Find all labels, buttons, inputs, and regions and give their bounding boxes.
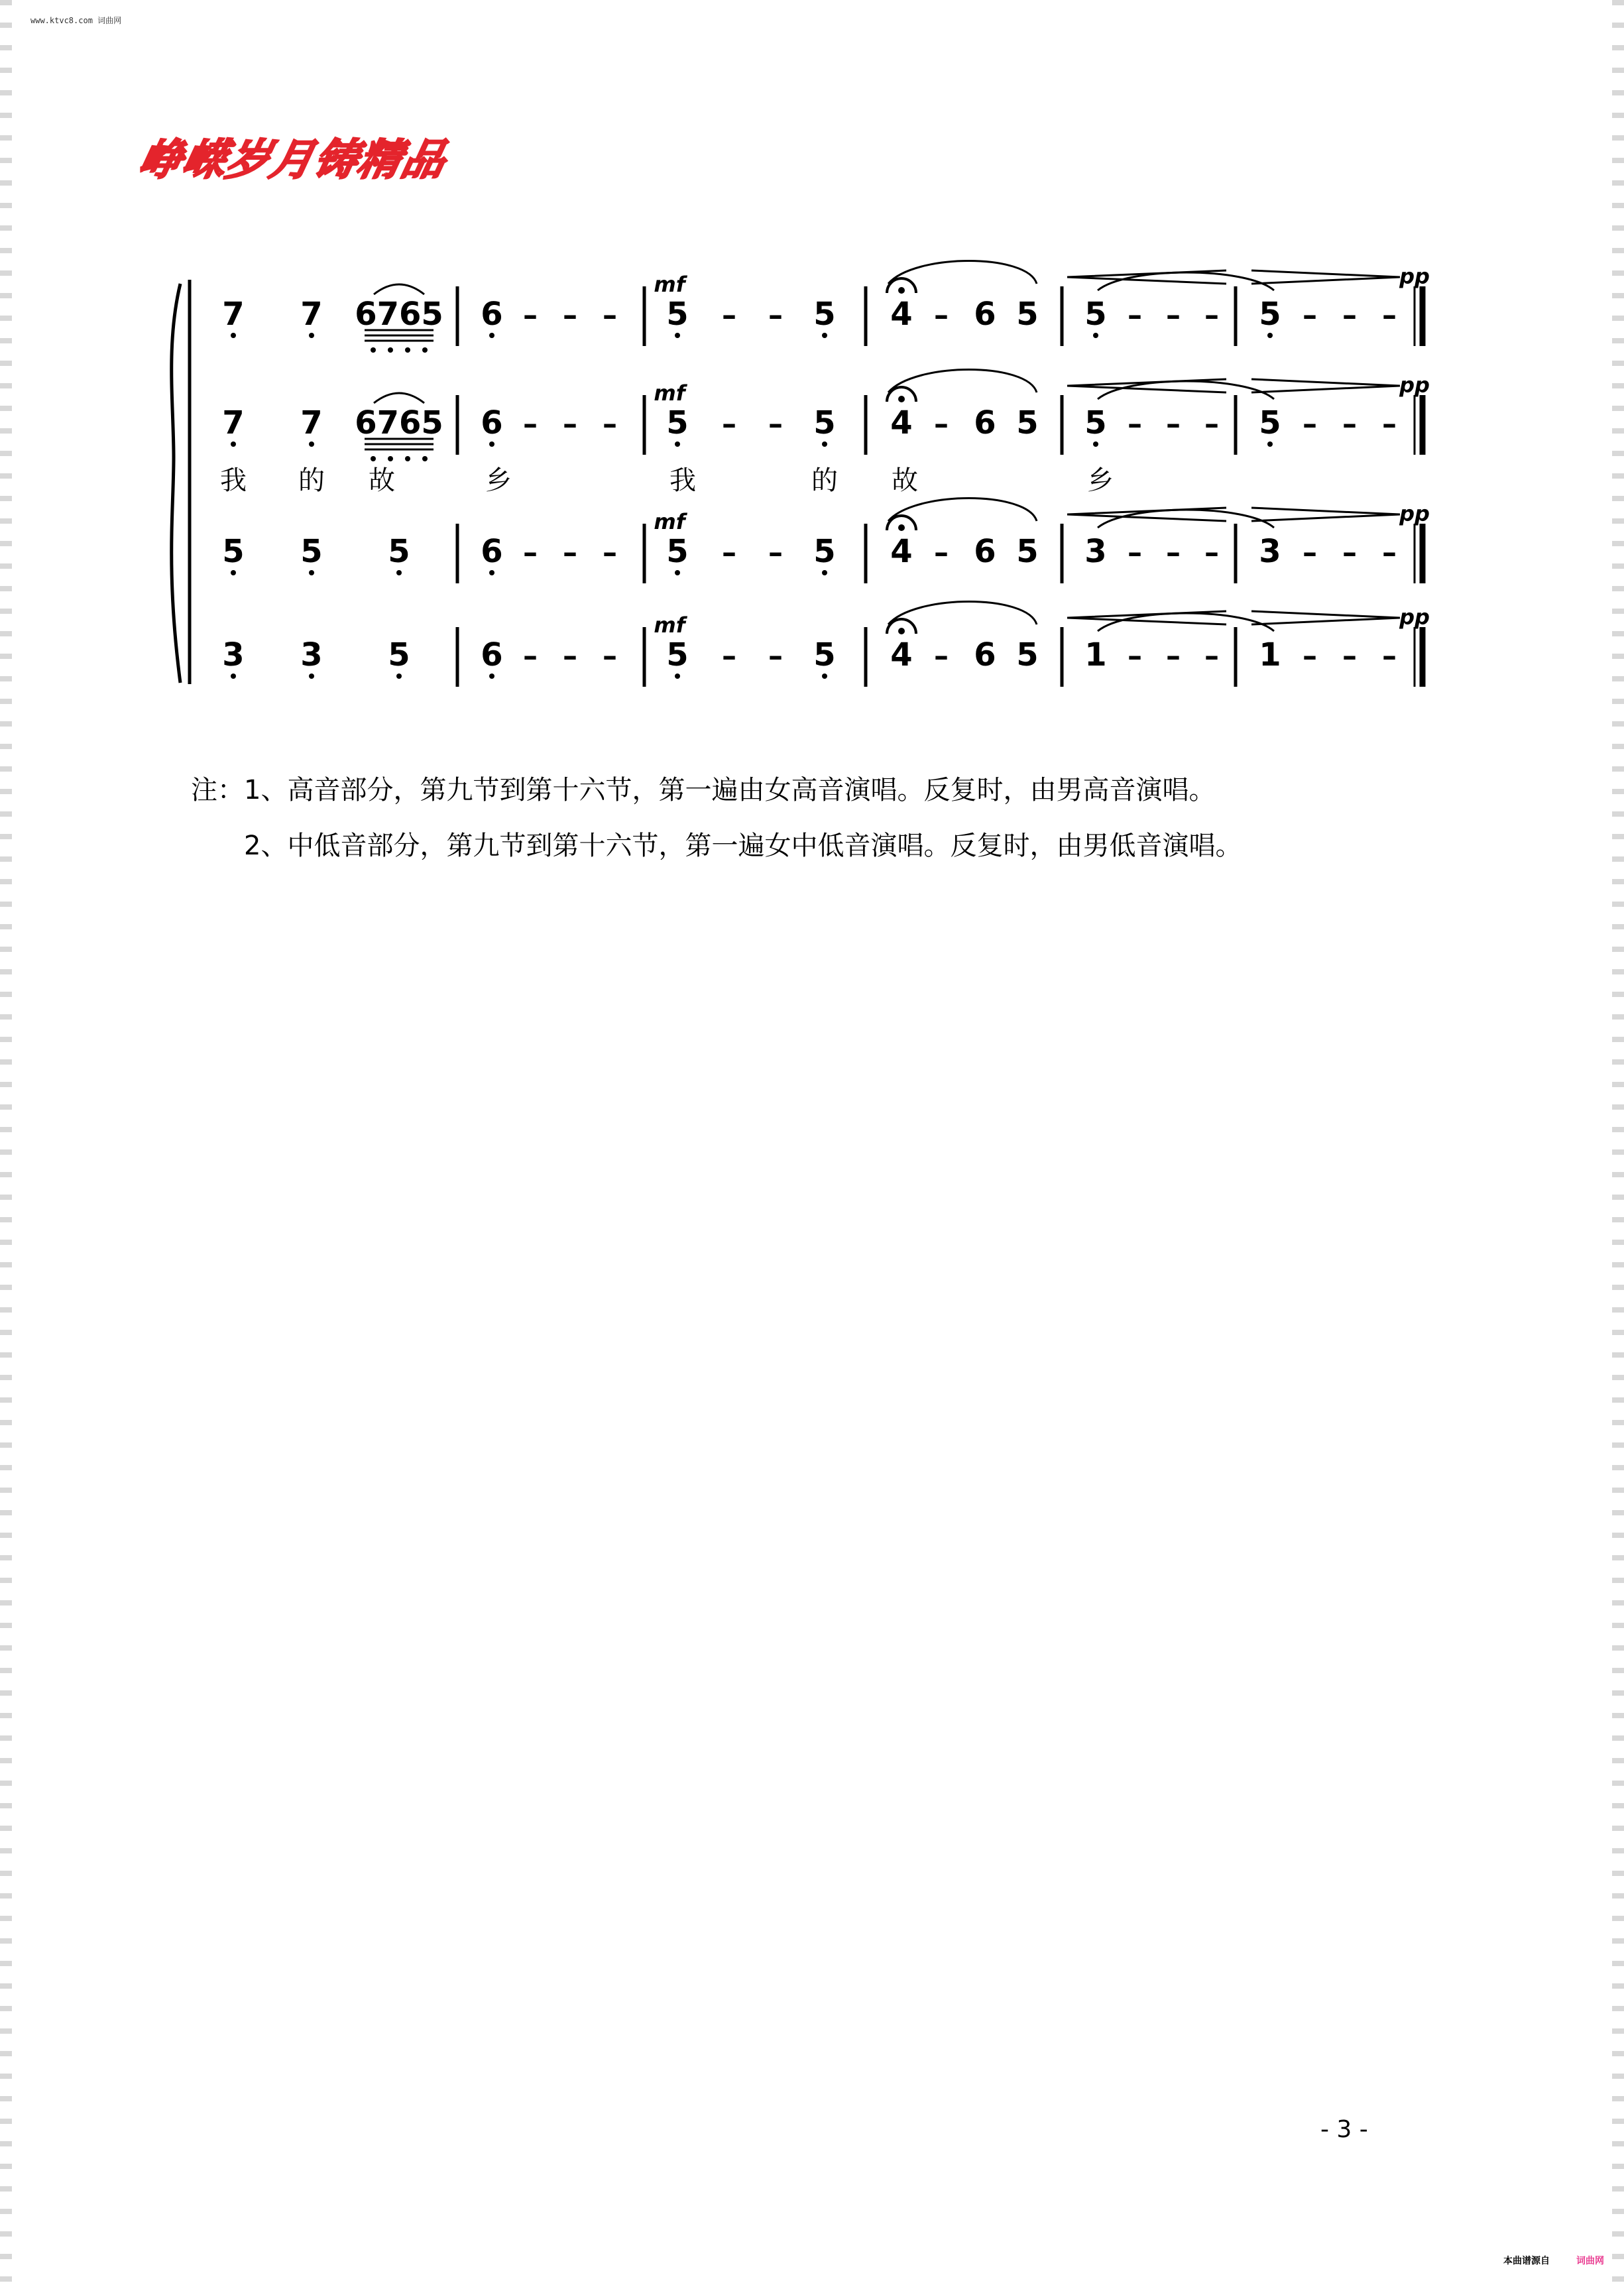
lyric-syllable: 我 bbox=[220, 465, 247, 496]
note-digit: 5 bbox=[813, 636, 836, 673]
dash-note: – bbox=[563, 298, 577, 332]
note-digit: 3 bbox=[1259, 533, 1281, 570]
octave-dot bbox=[822, 333, 827, 338]
dash-note: – bbox=[934, 536, 949, 569]
octave-dot bbox=[1093, 441, 1098, 447]
note-digit: 6 bbox=[974, 533, 996, 570]
note-digit: 5 bbox=[388, 636, 410, 673]
note-digit: 6 bbox=[481, 533, 503, 570]
octave-dot bbox=[388, 347, 393, 353]
dash-note: – bbox=[603, 298, 617, 332]
dash-note: – bbox=[523, 639, 538, 673]
octave-dot bbox=[231, 673, 236, 679]
dash-note: – bbox=[523, 298, 538, 332]
octave-dot bbox=[489, 441, 494, 447]
dash-note: – bbox=[1128, 639, 1142, 673]
note-digit: 7 bbox=[222, 404, 245, 441]
note-digit: 7 bbox=[300, 296, 323, 333]
footer-source-text: 本曲谱源自 bbox=[1503, 2256, 1550, 2266]
page-number: - 3 - bbox=[1320, 2116, 1368, 2143]
octave-dot bbox=[1267, 441, 1273, 447]
dash-note: – bbox=[1342, 407, 1357, 441]
note-digit: 6 bbox=[481, 636, 503, 673]
note-digit: 6765 bbox=[355, 296, 443, 333]
octave-dot bbox=[309, 441, 314, 447]
octave-dot bbox=[422, 347, 428, 353]
dash-note: – bbox=[1303, 536, 1317, 569]
lyric-syllable: 的 bbox=[811, 465, 838, 496]
note-digit: 4 bbox=[890, 404, 913, 441]
octave-dot bbox=[822, 673, 827, 679]
octave-dot bbox=[309, 673, 314, 679]
octave-dot bbox=[489, 570, 494, 575]
octave-dot bbox=[422, 456, 428, 461]
dash-note: – bbox=[523, 407, 538, 441]
lyrics-line bbox=[220, 465, 1114, 496]
note-digit: 5 bbox=[1016, 533, 1039, 570]
octave-dot bbox=[309, 333, 314, 338]
note-digit: 7 bbox=[222, 296, 245, 333]
note-digit: 5 bbox=[388, 533, 410, 570]
note-digit: 5 bbox=[222, 533, 245, 570]
dynamic-mark: mf bbox=[654, 509, 685, 534]
octave-dot bbox=[489, 673, 494, 679]
octave-dot bbox=[388, 456, 393, 461]
note-digit: 5 bbox=[666, 636, 689, 673]
note-digit: 5 bbox=[1084, 404, 1107, 441]
dash-note: – bbox=[1303, 407, 1317, 441]
note-digit: 3 bbox=[300, 636, 323, 673]
fermata-dot bbox=[898, 287, 905, 294]
crescendo-hairpin bbox=[1067, 508, 1226, 521]
fermata-dot bbox=[898, 396, 905, 402]
octave-dot bbox=[405, 456, 410, 461]
octave-dot bbox=[371, 347, 376, 353]
octave-dot bbox=[396, 673, 402, 679]
dynamic-mark-end: pp bbox=[1399, 501, 1430, 526]
note-digit: 5 bbox=[666, 296, 689, 333]
note-digit: 6 bbox=[481, 404, 503, 441]
dash-note: – bbox=[1204, 536, 1219, 569]
dash-note: – bbox=[768, 298, 783, 332]
note-digit: 6765 bbox=[355, 404, 443, 441]
decrescendo-hairpin bbox=[1251, 270, 1400, 284]
dash-note: – bbox=[934, 407, 949, 441]
dash-note: – bbox=[722, 639, 736, 673]
slur bbox=[374, 393, 424, 403]
note-digit: 4 bbox=[890, 296, 913, 333]
dash-note: – bbox=[1204, 407, 1219, 441]
note-digit: 1 bbox=[1084, 636, 1107, 673]
note-digit: 6 bbox=[974, 404, 996, 441]
note-digit: 5 bbox=[1259, 296, 1281, 333]
note-digit: 5 bbox=[666, 533, 689, 570]
dash-note: – bbox=[1128, 298, 1142, 332]
octave-dot bbox=[309, 570, 314, 575]
slur bbox=[374, 284, 424, 294]
octave-dot bbox=[231, 333, 236, 338]
dash-note: – bbox=[934, 298, 949, 332]
note-digit: 3 bbox=[1084, 533, 1107, 570]
dash-note: – bbox=[603, 639, 617, 673]
octave-dot bbox=[822, 441, 827, 447]
lyric-syllable: 乡 bbox=[1087, 465, 1114, 496]
dash-note: – bbox=[768, 407, 783, 441]
dash-note: – bbox=[1204, 298, 1219, 332]
system-brace bbox=[172, 284, 180, 683]
note-digit: 5 bbox=[300, 533, 323, 570]
dynamic-mark: mf bbox=[654, 272, 685, 297]
dash-note: – bbox=[563, 536, 577, 569]
dash-note: – bbox=[563, 407, 577, 441]
performance-note-2: 2、中低音部分，第九节到第十六节，第一遍女中低音演唱。反复时，由男低音演唱。 bbox=[244, 831, 1242, 861]
note-digit: 7 bbox=[300, 404, 323, 441]
octave-dot bbox=[822, 570, 827, 575]
note-digit: 5 bbox=[1084, 296, 1107, 333]
crescendo-hairpin bbox=[1067, 270, 1226, 284]
decrescendo-hairpin bbox=[1251, 611, 1400, 624]
performance-note-1: 注：1、高音部分，第九节到第十六节，第一遍由女高音演唱。反复时，由男高音演唱。 bbox=[191, 775, 1216, 805]
dash-note: – bbox=[1382, 298, 1397, 332]
dash-note: – bbox=[1128, 407, 1142, 441]
dash-note: – bbox=[722, 298, 736, 332]
note-digit: 6 bbox=[974, 296, 996, 333]
dash-note: – bbox=[722, 536, 736, 569]
octave-dot bbox=[1093, 333, 1098, 338]
dash-note: – bbox=[1382, 407, 1397, 441]
octave-dot bbox=[675, 441, 680, 447]
dash-note: – bbox=[768, 536, 783, 569]
dash-note: – bbox=[563, 639, 577, 673]
dash-note: – bbox=[1303, 639, 1317, 673]
note-digit: 6 bbox=[481, 296, 503, 333]
decrescendo-hairpin bbox=[1251, 379, 1400, 392]
octave-dot bbox=[231, 441, 236, 447]
lyric-syllable: 我 bbox=[669, 465, 696, 496]
lyric-syllable: 故 bbox=[369, 465, 395, 496]
dash-note: – bbox=[1166, 536, 1181, 569]
lyric-syllable: 故 bbox=[892, 465, 918, 496]
note-digit: 5 bbox=[666, 404, 689, 441]
octave-dot bbox=[396, 570, 402, 575]
dash-note: – bbox=[1128, 536, 1142, 569]
dynamic-mark-end: pp bbox=[1399, 264, 1430, 289]
note-digit: 4 bbox=[890, 636, 913, 673]
fermata-dot bbox=[898, 628, 905, 634]
dash-note: – bbox=[1342, 536, 1357, 569]
dynamic-mark: mf bbox=[654, 613, 685, 638]
note-digit: 5 bbox=[1016, 636, 1039, 673]
crescendo-hairpin bbox=[1067, 379, 1226, 392]
dash-note: – bbox=[1166, 298, 1181, 332]
dash-note: – bbox=[722, 407, 736, 441]
note-digit: 5 bbox=[1016, 296, 1039, 333]
dash-note: – bbox=[1382, 639, 1397, 673]
octave-dot bbox=[675, 333, 680, 338]
dash-note: – bbox=[1342, 639, 1357, 673]
dash-note: – bbox=[1303, 298, 1317, 332]
dynamic-mark: mf bbox=[654, 380, 685, 406]
numbered-musical-score bbox=[0, 0, 1624, 729]
brand-logo-text: 峥嵘岁月铸精品 bbox=[134, 136, 451, 185]
note-digit: 5 bbox=[1259, 404, 1281, 441]
lyric-syllable: 乡 bbox=[485, 465, 512, 496]
lyric-syllable: 的 bbox=[298, 465, 325, 496]
dash-note: – bbox=[934, 639, 949, 673]
dash-note: – bbox=[1166, 639, 1181, 673]
note-digit: 5 bbox=[813, 404, 836, 441]
dash-note: – bbox=[603, 407, 617, 441]
note-digit: 1 bbox=[1259, 636, 1281, 673]
footer-site-name: 词曲网 bbox=[1576, 2256, 1604, 2266]
dash-note: – bbox=[768, 639, 783, 673]
note-digit: 5 bbox=[1016, 404, 1039, 441]
crescendo-hairpin bbox=[1067, 611, 1226, 624]
octave-dot bbox=[371, 456, 376, 461]
note-digit: 5 bbox=[813, 533, 836, 570]
dash-note: – bbox=[1342, 298, 1357, 332]
site-url: www.ktvc8.com 词曲网 bbox=[30, 16, 122, 25]
decrescendo-hairpin bbox=[1251, 508, 1400, 521]
dash-note: – bbox=[603, 536, 617, 569]
dash-note: – bbox=[1382, 536, 1397, 569]
octave-dot bbox=[405, 347, 410, 353]
octave-dot bbox=[675, 673, 680, 679]
dynamic-mark-end: pp bbox=[1399, 605, 1430, 630]
fermata-dot bbox=[898, 524, 905, 531]
dash-note: – bbox=[1204, 639, 1219, 673]
note-digit: 3 bbox=[222, 636, 245, 673]
note-digit: 5 bbox=[813, 296, 836, 333]
note-digit: 4 bbox=[890, 533, 913, 570]
note-digit: 6 bbox=[974, 636, 996, 673]
octave-dot bbox=[1267, 333, 1273, 338]
octave-dot bbox=[231, 570, 236, 575]
dash-note: – bbox=[523, 536, 538, 569]
dash-note: – bbox=[1166, 407, 1181, 441]
octave-dot bbox=[675, 570, 680, 575]
dynamic-mark-end: pp bbox=[1399, 373, 1430, 398]
octave-dot bbox=[489, 333, 494, 338]
